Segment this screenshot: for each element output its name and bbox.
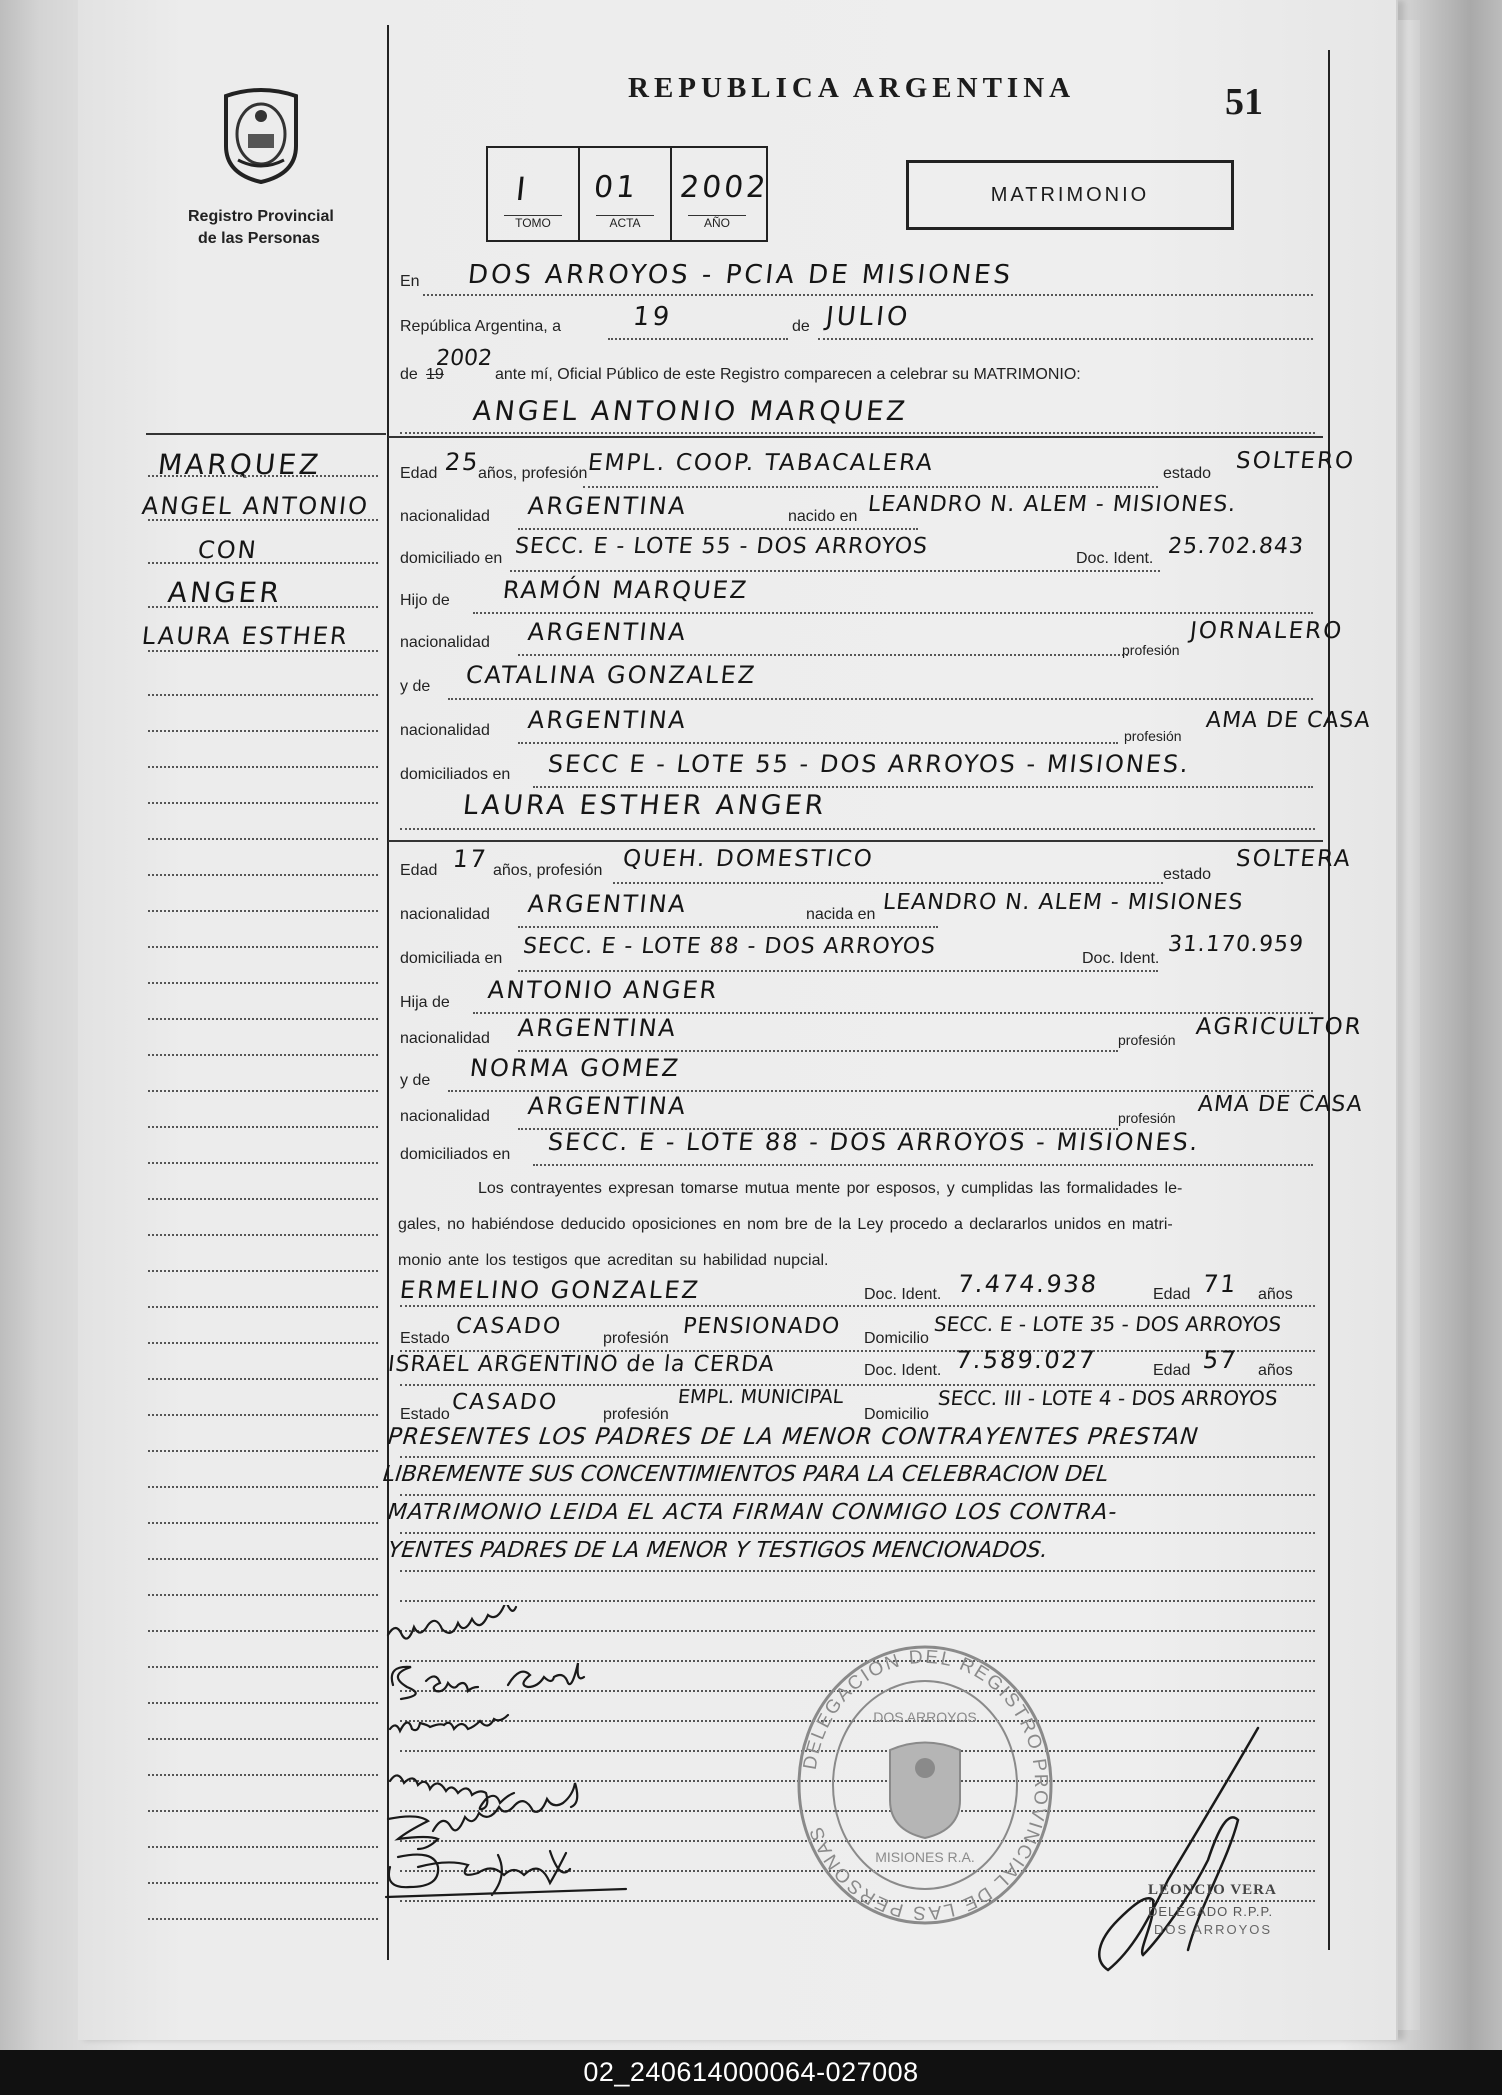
doc-ident-label: Doc. Ident. — [864, 1286, 942, 1303]
section-rule — [388, 840, 1323, 842]
anos-profesion-label: años, profesión — [478, 465, 588, 482]
ruled-line — [148, 1702, 378, 1704]
ruled-line — [148, 1630, 378, 1632]
folio-number: 51 — [1225, 81, 1263, 123]
ruled-line — [148, 802, 378, 804]
ruled-line — [148, 838, 378, 840]
acta-cell — [580, 148, 672, 240]
nacido-en-label: nacido en — [788, 508, 858, 525]
ano-cell — [672, 148, 771, 240]
ano-value: 2002 — [678, 170, 771, 205]
hija-de-label: Hija de — [400, 994, 450, 1011]
witness-profession: PENSIONADO — [681, 1314, 842, 1339]
register-page — [78, 0, 1398, 2040]
estado-label: Estado — [400, 1406, 450, 1423]
ruled-line — [533, 1164, 1313, 1166]
ruled-line — [148, 730, 378, 732]
ruled-line — [583, 486, 1158, 488]
officer-signature — [1078, 1720, 1298, 1980]
acta-value: 01 — [592, 170, 641, 205]
ruled-line — [400, 432, 1315, 434]
year-value: 2002 — [434, 346, 494, 371]
seal-inner-bottom: MISIONES R.A. — [875, 1849, 975, 1865]
estado-label: estado — [1163, 866, 1212, 883]
ruled-line — [423, 294, 1313, 296]
ruled-line — [533, 786, 1313, 788]
margin-note-line: ANGEL ANTONIO — [140, 492, 371, 520]
margin-note-line: LAURA ESTHER — [140, 622, 351, 650]
ruled-line — [148, 1054, 378, 1056]
profesion-label: profesión — [1124, 728, 1182, 744]
groom-nationality: ARGENTINA — [526, 492, 689, 520]
declaration-line: gales, no habiéndose deducido oposiciones en nom bre de la Ley procedo a declararlos unidos en matri- — [398, 1216, 1173, 1233]
groom-father-nationality: ARGENTINA — [526, 618, 689, 646]
de-label: de — [792, 318, 810, 335]
margin-note-line: MARQUEZ — [156, 448, 323, 481]
note-line: PRESENTES LOS PADRES DE LA MENOR CONTRAYENTES PRESTAN — [386, 1424, 1200, 1450]
ruled-line — [148, 1522, 378, 1524]
scan-identifier: 02_240614000064-027008 — [0, 2050, 1502, 2095]
margin-top-rule — [146, 433, 386, 435]
declaration-line: monio ante los testigos que acreditan su habilidad nupcial. — [398, 1252, 829, 1269]
ruled-line — [148, 1342, 378, 1344]
domiciliada-label: domiciliada en — [400, 950, 503, 967]
country-title: REPUBLICA ARGENTINA — [628, 72, 1076, 104]
witness-age: 71 — [1201, 1270, 1240, 1298]
day-value: 19 — [631, 302, 674, 332]
seal-ring-text: DELEGACION DEL REGISTRO PROVINCIAL DE LAS PERSONAS — [799, 1646, 1052, 1924]
ruled-line — [148, 1018, 378, 1020]
witness-name: ISRAEL ARGENTINO de la CERDA — [386, 1352, 777, 1377]
tomo-label: TOMO — [504, 215, 562, 230]
official-seal — [790, 1640, 1060, 1930]
provincial-emblem-icon — [220, 86, 302, 186]
groom-parents-address: SECC E - LOTE 55 - DOS ARROYOS - MISIONES. — [546, 750, 1192, 778]
ruled-line — [148, 946, 378, 948]
ruled-line — [148, 1306, 378, 1308]
anos-profesion-label: años, profesión — [493, 862, 603, 879]
tomo-cell — [488, 148, 580, 240]
estado-label: estado — [1163, 465, 1212, 482]
acta-label: ACTA — [596, 215, 654, 230]
witness-age: 57 — [1201, 1346, 1240, 1374]
bride-doc: 31.170.959 — [1166, 932, 1306, 957]
ruled-line — [148, 1846, 378, 1848]
ruled-line — [148, 1558, 378, 1560]
ruled-line — [400, 1570, 1315, 1572]
hijo-de-label: Hijo de — [400, 592, 450, 609]
groom-mother-profession: AMA DE CASA — [1204, 708, 1373, 733]
anos-label: años — [1258, 1286, 1293, 1303]
ruled-line — [148, 1918, 378, 1920]
domiciliados-label: domiciliados en — [400, 1146, 511, 1163]
witness-doc: 7.474.938 — [956, 1270, 1100, 1298]
edad-label: Edad — [1153, 1362, 1191, 1379]
doc-ident-label: Doc. Ident. — [1082, 950, 1160, 967]
bride-mother-profession: AMA DE CASA — [1196, 1092, 1365, 1117]
ruled-line — [148, 519, 378, 521]
ruled-line — [148, 910, 378, 912]
groom-mother-nationality: ARGENTINA — [526, 706, 689, 734]
profesion-label: profesión — [603, 1406, 669, 1423]
edad-label: Edad — [400, 862, 438, 879]
witness-doc: 7.589.027 — [954, 1346, 1098, 1374]
edad-label: Edad — [400, 465, 438, 482]
struck-prefix: 19 — [426, 366, 444, 383]
groom-father: RAMÓN MARQUEZ — [501, 576, 750, 604]
ruled-line — [613, 882, 1163, 884]
declaration-line: Los contrayentes expresan tomarse mutua mente por esposos, y cumplidas las formalidades le- — [478, 1180, 1183, 1197]
ruled-line — [400, 1456, 1315, 1458]
y-de-label: y de — [400, 1072, 431, 1089]
ruled-line — [518, 654, 1128, 656]
ruled-line — [148, 606, 378, 608]
note-line: MATRIMONIO LEIDA EL ACTA FIRMAN CONMIGO LOS CONTRA- — [386, 1500, 1119, 1525]
doc-ident-label: Doc. Ident. — [1076, 550, 1154, 567]
ruled-line — [148, 1162, 378, 1164]
bride-father-nationality: ARGENTINA — [516, 1014, 679, 1042]
domicilio-label: Domicilio — [864, 1406, 929, 1423]
y-de-label: y de — [400, 678, 431, 695]
act-type-box: MATRIMONIO — [906, 160, 1234, 230]
groom-address: SECC. E - LOTE 55 - DOS ARROYOS — [513, 534, 930, 559]
ruled-line — [148, 1450, 378, 1452]
groom-mother: CATALINA GONZALEZ — [464, 661, 758, 689]
nacionalidad-label: nacionalidad — [400, 634, 490, 651]
ruled-line — [148, 1198, 378, 1200]
de-label: de — [400, 366, 418, 383]
ruled-line — [148, 1486, 378, 1488]
ruled-line — [148, 874, 378, 876]
ruled-line — [148, 1378, 378, 1380]
ruled-line — [473, 612, 1313, 614]
ruled-line — [400, 1494, 1315, 1496]
ruled-line — [148, 1414, 378, 1416]
groom-birthplace: LEANDRO N. ALEM - MISIONES. — [866, 492, 1238, 517]
ruled-line — [518, 528, 918, 530]
ruled-line — [148, 650, 378, 652]
nacionalidad-label: nacionalidad — [400, 1030, 490, 1047]
ruled-line — [518, 742, 1118, 744]
republica-label: República Argentina, a — [400, 318, 561, 335]
nacionalidad-label: nacionalidad — [400, 722, 490, 739]
ruled-line — [148, 982, 378, 984]
ruled-line — [148, 1738, 378, 1740]
nacida-en-label: nacida en — [806, 906, 876, 923]
ruled-line — [518, 970, 1158, 972]
ruled-line — [148, 1810, 378, 1812]
bride-nationality: ARGENTINA — [526, 890, 689, 918]
nacionalidad-label: nacionalidad — [400, 508, 490, 525]
bride-parents-address: SECC. E - LOTE 88 - DOS ARROYOS - MISIONES. — [546, 1128, 1201, 1156]
groom-profession: EMPL. COOP. TABACALERA — [586, 450, 936, 476]
nacionalidad-label: nacionalidad — [400, 906, 490, 923]
bride-father-profession: AGRICULTOR — [1194, 1014, 1364, 1040]
edad-label: Edad — [1153, 1286, 1191, 1303]
ruled-line — [148, 562, 378, 564]
bride-mother: NORMA GOMEZ — [468, 1054, 682, 1082]
witness-name: ERMELINO GONZALEZ — [398, 1276, 702, 1304]
anos-label: años — [1258, 1362, 1293, 1379]
ruled-line — [518, 1050, 1118, 1052]
bride-profession: QUEH. DOMESTICO — [621, 846, 876, 872]
estado-label: Estado — [400, 1330, 450, 1347]
bride-birthplace: LEANDRO N. ALEM - MISIONES — [881, 890, 1245, 915]
ruled-line — [518, 926, 938, 928]
record-box — [486, 146, 771, 242]
note-line: LIBREMENTE SUS CONCENTIMIENTOS PARA LA CELEBRACION DEL — [381, 1462, 1110, 1487]
ruled-line — [448, 698, 1313, 700]
note-line: YENTES PADRES DE LA MENOR Y TESTIGOS MENCIONADOS. — [386, 1538, 1050, 1563]
witness-profession: EMPL. MUNICIPAL — [676, 1386, 845, 1408]
ruled-line — [148, 1126, 378, 1128]
ruled-line — [148, 1234, 378, 1236]
ruled-line — [148, 1666, 378, 1668]
profesion-label: profesión — [603, 1330, 669, 1347]
groom-father-profession: JORNALERO — [1188, 618, 1345, 644]
bride-age: 17 — [451, 845, 490, 873]
ruled-line — [148, 694, 378, 696]
ruled-line — [148, 766, 378, 768]
appear-text: ante mí, Oficial Público de este Registro comparecen a celebrar su MATRIMONIO: — [495, 366, 1081, 383]
ruled-line — [148, 1270, 378, 1272]
profesion-label: profesión — [1118, 1110, 1176, 1126]
ruled-line — [400, 1600, 1315, 1602]
witness-address: SECC. E - LOTE 35 - DOS ARROYOS — [932, 1312, 1283, 1336]
nacionalidad-label: nacionalidad — [400, 1108, 490, 1125]
ruled-line — [400, 1305, 1315, 1307]
ruled-line — [148, 1882, 378, 1884]
officer-place: DOS ARROYOS — [1154, 1922, 1273, 1937]
ruled-line — [510, 570, 1160, 572]
section-rule — [388, 436, 1323, 438]
witness-address: SECC. III - LOTE 4 - DOS ARROYOS — [936, 1386, 1279, 1410]
ruled-line — [400, 828, 1315, 830]
month-value: JULIO — [824, 302, 912, 332]
tomo-value: I — [514, 170, 531, 208]
groom-name: ANGEL ANTONIO MARQUEZ — [471, 396, 910, 427]
bride-status: SOLTERA — [1234, 846, 1354, 872]
profesion-label: profesión — [1118, 1032, 1176, 1048]
ruled-line — [400, 1532, 1315, 1534]
bride-father: ANTONIO ANGER — [486, 976, 720, 1004]
ruled-line — [148, 1774, 378, 1776]
registry-name: Registro Provincial — [188, 208, 334, 225]
doc-ident-label: Doc. Ident. — [864, 1362, 942, 1379]
groom-age: 25 — [443, 448, 482, 476]
signatures-block — [378, 1605, 798, 1975]
bride-mother-nationality: ARGENTINA — [526, 1092, 689, 1120]
ruled-line — [608, 338, 788, 340]
ruled-line — [148, 1090, 378, 1092]
ruled-line — [818, 338, 1313, 340]
ruled-line — [148, 1594, 378, 1596]
margin-note-line: ANGER — [166, 576, 284, 609]
bride-name: LAURA ESTHER ANGER — [461, 790, 829, 821]
domiciliados-label: domiciliados en — [400, 766, 511, 783]
margin-note-line: CON — [196, 536, 260, 564]
bride-address: SECC. E - LOTE 88 - DOS ARROYOS — [521, 934, 938, 959]
ruled-line — [148, 475, 378, 477]
registry-name-line2: de las Personas — [198, 230, 320, 247]
place-value: DOS ARROYOS - PCIA DE MISIONES — [466, 260, 1015, 290]
witness-status: CASADO — [454, 1314, 564, 1339]
domicilio-label: Domicilio — [864, 1330, 929, 1347]
domiciliado-label: domiciliado en — [400, 550, 503, 567]
groom-status: SOLTERO — [1234, 448, 1357, 474]
officer-title: DELEGADO R.P.P. — [1148, 1904, 1274, 1919]
right-rule — [1328, 50, 1330, 1950]
profesion-label: profesión — [1122, 642, 1180, 658]
groom-doc: 25.702.843 — [1166, 534, 1306, 559]
witness-status: CASADO — [450, 1390, 560, 1415]
ano-label: AÑO — [688, 215, 746, 230]
officer-name: LEONCIO VERA — [1148, 1882, 1277, 1898]
seal-inner-top: DOS ARROYOS — [873, 1709, 977, 1725]
en-label: En — [400, 273, 420, 290]
